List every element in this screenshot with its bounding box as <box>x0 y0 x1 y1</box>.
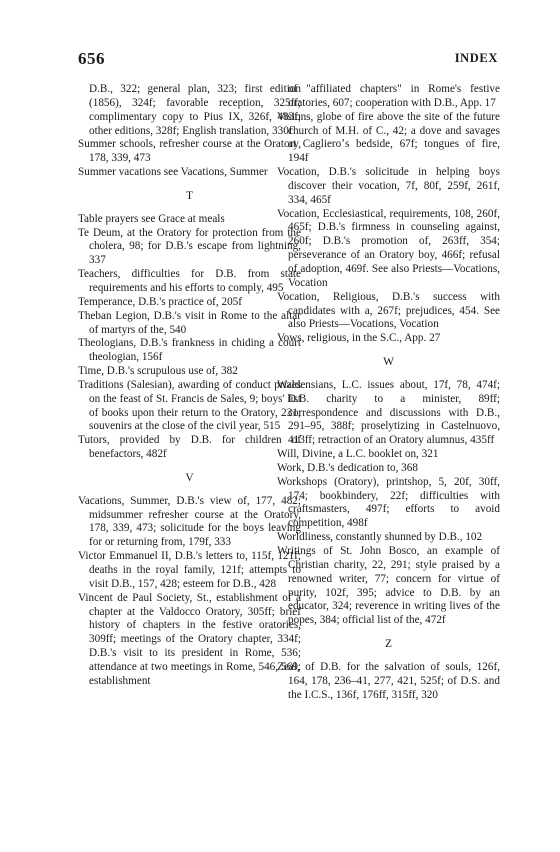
index-entry: Waldensians, L.C. issues about, 17f, 78, 474f; D.B. charity to a minister, 89ff; correspondence and discussions with D.B., 291–95, 388f; proselytizing in Castelnuovo, 413ff; retraction of an Oratory alumnus, 435ff <box>277 378 500 447</box>
index-entry: Victor Emmanuel II, D.B.'s letters to, 115f, 121f; deaths in the royal family, 121f; attempts to visit D.B., 157, 428; esteem for D.B., 428 <box>78 550 301 590</box>
index-column-right <box>277 83 500 702</box>
index-entry: Vocation, D.B.'s solicitude in helping boys discover their vocation, 7f, 80f, 259f, 261f, 334, 465f <box>277 166 500 206</box>
index-entry: Traditions (Salesian), awarding of conduct prizes on the feast of St. Francis de Sales, 9; boys' list of books upon their return to the Oratory, 231; souvenirs at the close of the civil year, 515 <box>78 378 301 433</box>
index-entry: Theologians, D.B.'s frankness in chiding a court theologian, 156f <box>78 337 301 364</box>
index-entry: Writings of St. John Bosco, an example of Christian charity, 22, 291; style praised by a renowned writer, 77; concern for virtue of purity, 102f, 395; advice to D.B. by an educator, 324; reverence in writing lives of the popes, 384; official list of the, 472f <box>277 545 500 627</box>
index-entry: Te Deum, at the Oratory for protection from the cholera, 98; for D.B.'s escape from lightning, 337 <box>78 226 301 267</box>
running-head: INDEX <box>454 51 498 65</box>
section-letter: T <box>185 189 194 202</box>
index-entry: Summer schools, refresher course at the Oratory, 178, 339, 473 <box>78 138 301 165</box>
section-letter: V <box>185 471 194 484</box>
index-entry: Table prayers see Grace at meals <box>78 212 225 225</box>
index-entry: Vincent de Paul Society, St., establishment of a chapter at the Valdocco Oratory, 305ff; brief history of chapters in the festive oratories, 309ff; meetings of the Oratory chapter, 334f; D.B.'s visit to its president in Rome, 536; attendance at two meetings in Rome, 546, 569; establishment <box>78 591 301 687</box>
index-entry: Visions, globe of fire above the site of the future church of M.H. of C., 42; a dove and savages at Caglieroʼs bedside, 67f; tongues of fire, 194f <box>277 110 500 165</box>
index-entry: Summer vacations see Vacations, Summer <box>78 166 268 179</box>
section-letter: W <box>383 356 394 369</box>
index-entry: Workshops (Oratory), printshop, 5, 20f, 30ff, 174; bookbindery, 22f; difficulties with craftsmasters, 497f; efforts to avoid competition, 498f <box>277 475 500 530</box>
index-column-left <box>78 83 301 689</box>
index-entry: Worldliness, constantly shunned by D.B., 102 <box>277 531 483 544</box>
index-entry: Vocation, Religious, D.B.'s success with candidates with a, 267f; prejudices, 454. See also Priests—Vocations, Vocation <box>277 290 500 331</box>
index-entry: Teachers, difficulties for D.B. from state requirements and his efforts to comply, 495 <box>78 268 301 294</box>
index-entry: Will, Divine, a L.C. booklet on, 321 <box>277 448 439 461</box>
index-entry: Vows, religious, in the S.C., App. 27 <box>277 332 441 345</box>
index-entry: Work, D.B.'s dedication to, 368 <box>277 461 418 474</box>
index-entry: Temperance, D.B.'s practice of, 205f <box>78 295 243 308</box>
index-entry: Vacations, Summer, D.B.'s view of, 177, 482; midsummer refresher course at the Oratory, 178, 339, 473; solicitude for the boys leaving for or returning from, 179f, 333 <box>78 494 301 549</box>
index-entry: Time, D.B.'s scrupulous use of, 382 <box>78 365 238 378</box>
index-entry: Vocation, Ecclesiastical, requirements, 108, 260f, 465f; D.B.'s firmness in counseling against, 260f; D.B.'s promotion of, 263ff, 354; perseverance of an Oratory boy, 466f; refusal of adoption, 469f. See also Priests—Vocations, Vocation <box>277 207 500 289</box>
index-entry-continued: D.B., 322; general plan, 323; first edition (1856), 324f; favorable reception, 325ff; complimentary copy to Pius IX, 326f, 483f; other editions, 328f; English translation, 330f <box>89 83 301 137</box>
index-entry-continued: of "affiliated chapters" in Rome's festive oratories, 607; cooperation with D.B., App. 17 <box>288 83 500 109</box>
index-entry: Zeal, of D.B. for the salvation of souls, 126f, 164, 178, 236–41, 277, 421, 525f; of D.S. and the I.C.S., 136f, 176ff, 315ff, 320 <box>277 660 500 701</box>
index-entry: Tutors, provided by D.B. for children of benefactors, 482f <box>78 434 301 461</box>
page-number: 656 <box>78 49 105 68</box>
index-entry: Theban Legion, D.B.'s visit in Rome to the altar of martyrs of the, 540 <box>78 309 301 336</box>
section-letter: Z <box>384 638 393 651</box>
